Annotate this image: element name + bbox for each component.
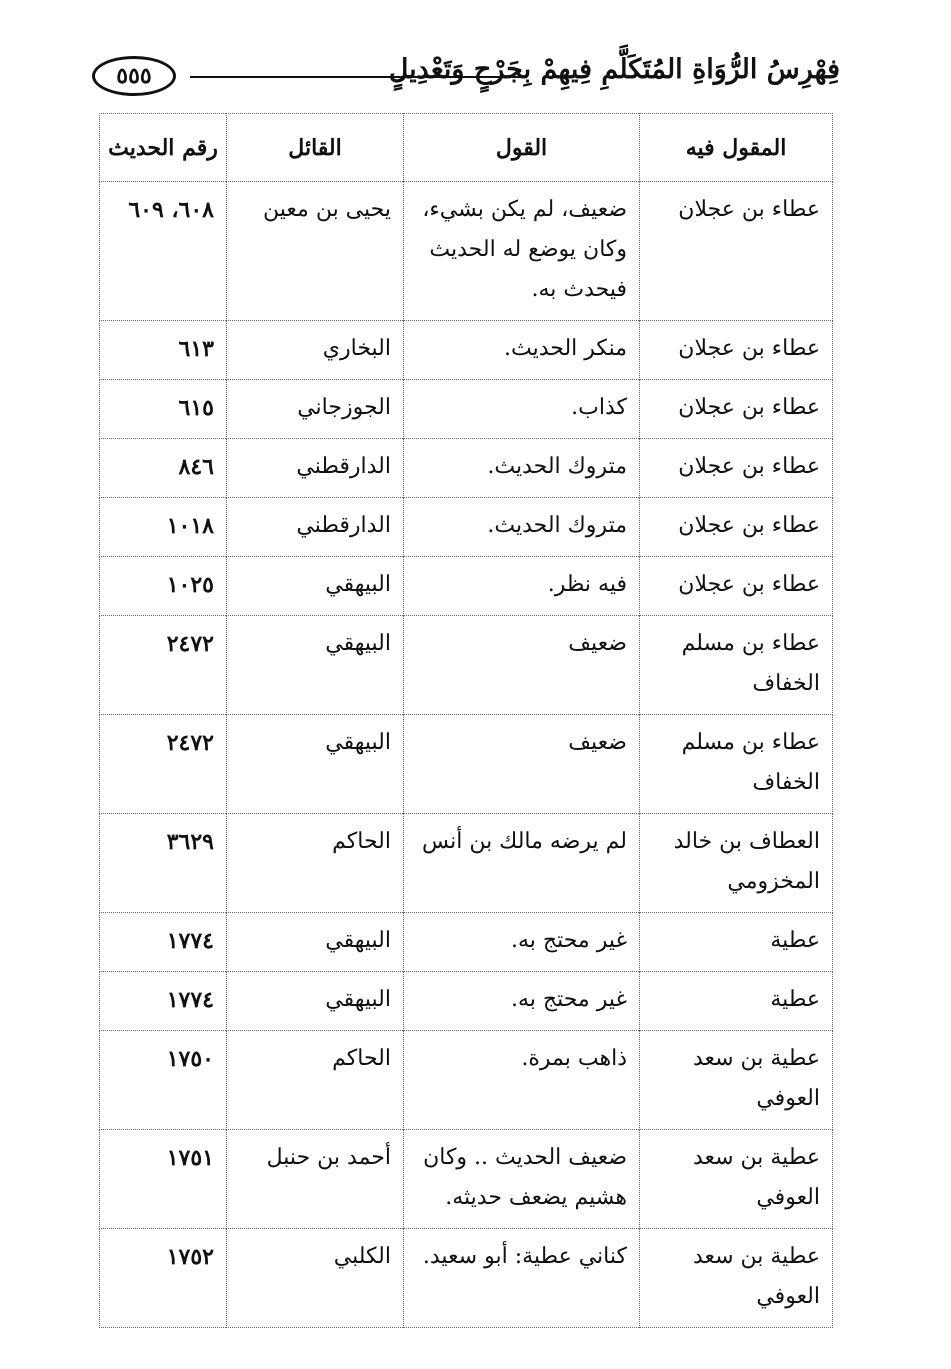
- cell-statement: ضعيف: [404, 715, 640, 814]
- cell-critic: البيهقي: [227, 913, 404, 972]
- cell-subject: العطاف بن خالد المخزومي: [640, 814, 833, 913]
- table-row: [100, 814, 833, 913]
- cell-statement: منكر الحديث.: [404, 321, 640, 380]
- cell-statement: متروك الحديث.: [404, 439, 640, 498]
- cell-hadith-number: ٦١٣: [100, 321, 227, 380]
- cell-subject: عطاء بن عجلان: [640, 182, 833, 321]
- cell-hadith-number: ٢٤٧٢: [100, 616, 227, 715]
- table-row: [100, 557, 833, 616]
- cell-critic: الكلبي: [227, 1229, 404, 1328]
- cell-critic: البيهقي: [227, 715, 404, 814]
- cell-statement: ذاهب بمرة.: [404, 1031, 640, 1130]
- table-row: [100, 616, 833, 715]
- cell-hadith-number: ١٧٥١: [100, 1130, 227, 1229]
- cell-subject: عطاء بن عجلان: [640, 557, 833, 616]
- cell-critic: الجوزجاني: [227, 380, 404, 439]
- page-number: ٥٥٥: [92, 56, 176, 96]
- cell-hadith-number: ٦١٥: [100, 380, 227, 439]
- cell-hadith-number: ٣٦٢٩: [100, 814, 227, 913]
- cell-hadith-number: ٢٤٧٢: [100, 715, 227, 814]
- cell-critic: الحاكم: [227, 814, 404, 913]
- cell-critic: الدارقطني: [227, 439, 404, 498]
- cell-hadith-number: ٦٠٨، ٦٠٩: [100, 182, 227, 321]
- cell-statement: متروك الحديث.: [404, 498, 640, 557]
- cell-subject: عطية: [640, 913, 833, 972]
- cell-critic: يحيى بن معين: [227, 182, 404, 321]
- column-header-critic: القائل: [227, 114, 404, 182]
- cell-subject: عطاء بن عجلان: [640, 498, 833, 557]
- cell-hadith-number: ١٧٧٤: [100, 913, 227, 972]
- cell-statement: كذاب.: [404, 380, 640, 439]
- cell-statement: فيه نظر.: [404, 557, 640, 616]
- table-body: [100, 182, 833, 1328]
- cell-hadith-number: ١٧٥٠: [100, 1031, 227, 1130]
- table-row: [100, 380, 833, 439]
- cell-hadith-number: ١٠١٨: [100, 498, 227, 557]
- cell-statement: غير محتج به.: [404, 972, 640, 1031]
- cell-critic: الحاكم: [227, 1031, 404, 1130]
- page-header: [92, 52, 840, 102]
- cell-statement: ضعيف الحديث .. وكان هشيم يضعف حديثه.: [404, 1130, 640, 1229]
- table-row: [100, 913, 833, 972]
- cell-statement: ضعيف، لم يكن بشيء، وكان يوضع له الحديث فيحدث به.: [404, 182, 640, 321]
- cell-hadith-number: ١٧٥٢: [100, 1229, 227, 1328]
- cell-critic: أحمد بن حنبل: [227, 1130, 404, 1229]
- cell-subject: عطاء بن مسلم الخفاف: [640, 715, 833, 814]
- table-header-row: [100, 114, 833, 182]
- cell-statement: لم يرضه مالك بن أنس: [404, 814, 640, 913]
- cell-hadith-number: ١٧٧٤: [100, 972, 227, 1031]
- cell-subject: عطاء بن مسلم الخفاف: [640, 616, 833, 715]
- column-header-statement: القول: [404, 114, 640, 182]
- table-row: [100, 715, 833, 814]
- cell-critic: البخاري: [227, 321, 404, 380]
- cell-statement: غير محتج به.: [404, 913, 640, 972]
- table-row: [100, 439, 833, 498]
- cell-hadith-number: ٨٤٦: [100, 439, 227, 498]
- cell-hadith-number: ١٠٢٥: [100, 557, 227, 616]
- cell-critic: البيهقي: [227, 557, 404, 616]
- cell-critic: الدارقطني: [227, 498, 404, 557]
- cell-subject: عطية بن سعد العوفي: [640, 1031, 833, 1130]
- table-row: [100, 1229, 833, 1328]
- table-row: [100, 1130, 833, 1229]
- table-row: [100, 321, 833, 380]
- cell-statement: ضعيف: [404, 616, 640, 715]
- table-row: [100, 1031, 833, 1130]
- column-header-subject: المقول فيه: [640, 114, 833, 182]
- cell-subject: عطاء بن عجلان: [640, 380, 833, 439]
- cell-statement: كناني عطية: أبو سعيد.: [404, 1229, 640, 1328]
- table-row: [100, 498, 833, 557]
- cell-subject: عطية بن سعد العوفي: [640, 1229, 833, 1328]
- cell-subject: عطية بن سعد العوفي: [640, 1130, 833, 1229]
- cell-subject: عطاء بن عجلان: [640, 321, 833, 380]
- table-row: [100, 182, 833, 321]
- cell-critic: البيهقي: [227, 972, 404, 1031]
- cell-critic: البيهقي: [227, 616, 404, 715]
- running-title: فِهْرِسُ الرُّوَاةِ المُتَكَلَّمِ فِيهِمْ بِجَرْحٍ وَتَعْدِيلٍ: [388, 54, 840, 85]
- cell-subject: عطاء بن عجلان: [640, 439, 833, 498]
- narrators-index-table: [99, 113, 833, 1328]
- table-row: [100, 972, 833, 1031]
- cell-subject: عطية: [640, 972, 833, 1031]
- column-header-hadith-number: رقم الحديث: [100, 114, 227, 182]
